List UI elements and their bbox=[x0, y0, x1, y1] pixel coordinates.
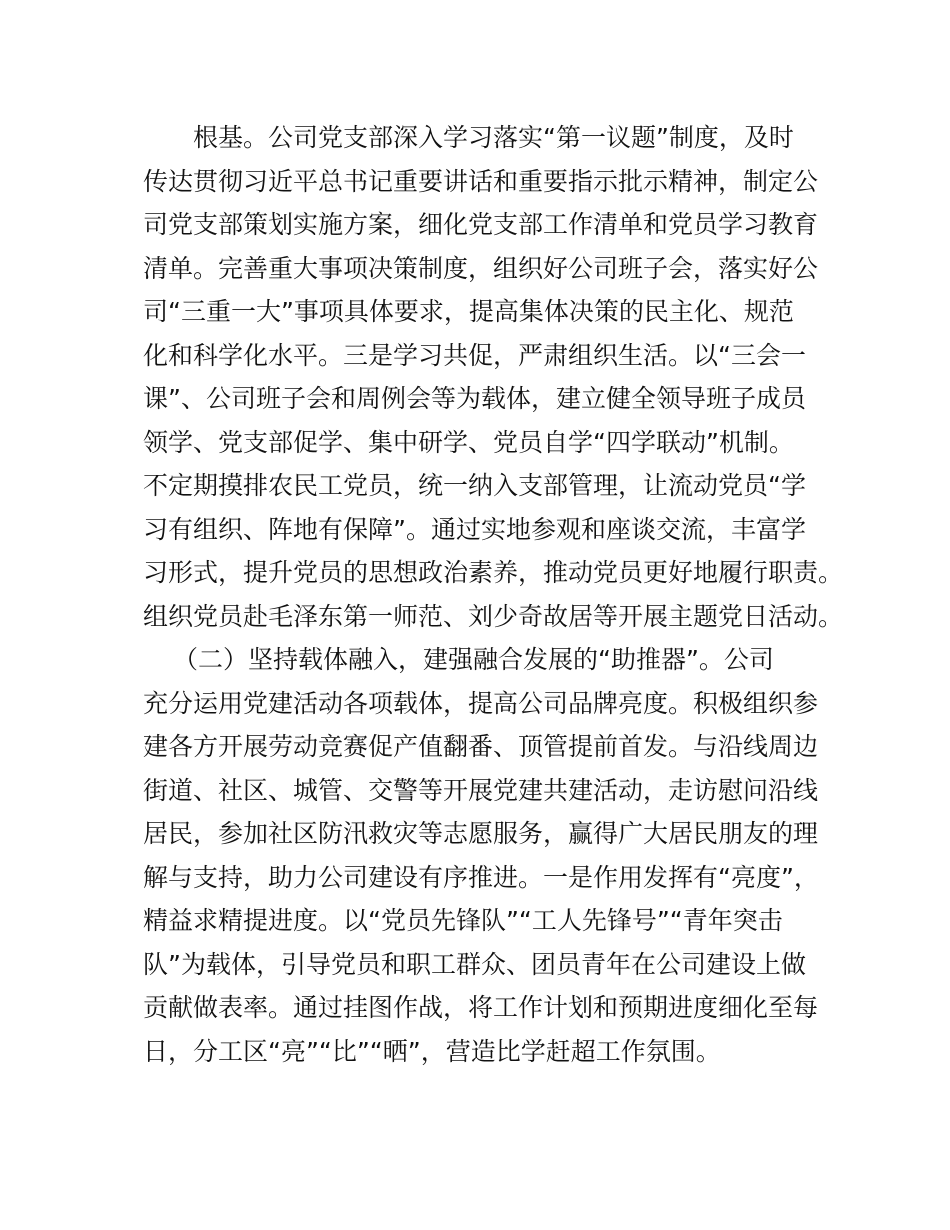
paragraph-line: 清单。完善重大事项决策制度，组织好公司班子会，落实好公 bbox=[143, 253, 819, 283]
paragraph-1 bbox=[143, 116, 843, 638]
paragraph-line: 日，分工区“亮”“比”“晒”，营造比学赶超工作氛围。 bbox=[143, 1036, 721, 1066]
paragraph-line: 组织党员赴毛泽东第一师范、刘少奇故居等开展主题党日活动。 bbox=[143, 601, 844, 631]
paragraph-line: 习形式，提升党员的思想政治素养，推动党员更好地履行职责。 bbox=[143, 558, 844, 587]
paragraph-line: 传达贯彻习近平总书记重要讲话和重要指示批示精神，制定公 bbox=[143, 166, 819, 196]
paragraph-line: 司“三重一大”事项具体要求，提高集体决策的民主化、规范 bbox=[143, 297, 794, 326]
paragraph-line: 根基。公司党支部深入学习落实“第一议题”制度，及时 bbox=[193, 123, 794, 152]
paragraph-line: 建各方开展劳动竞赛促产值翻番、顶管提前首发。与沿线周边 bbox=[143, 732, 819, 761]
paragraph-line: 化和科学化水平。三是学习共促，严肃组织生活。以“三会一 bbox=[143, 340, 806, 370]
paragraph-2 bbox=[143, 638, 843, 1073]
paragraph-line: 充分运用党建活动各项载体，提高公司品牌亮度。积极组织参 bbox=[143, 688, 819, 718]
document-body bbox=[143, 116, 843, 1073]
paragraph-line: 贡献做表率。通过挂图作战，将工作计划和预期进度细化至每 bbox=[143, 993, 819, 1022]
paragraph-line: 习有组织、阵地有保障”。通过实地参观和座谈交流，丰富学 bbox=[143, 514, 806, 544]
paragraph-line: 精益求精提进度。以“党员先锋队”“工人先锋号”“青年突击 bbox=[143, 906, 783, 935]
paragraph-line: 居民，参加社区防汛救灾等志愿服务，赢得广大居民朋友的理 bbox=[143, 819, 819, 848]
paragraph-line: 司党支部策划实施方案，细化党支部工作清单和党员学习教育 bbox=[143, 210, 819, 239]
paragraph-line: 队”为载体，引导党员和职工群众、团员青年在公司建设上做 bbox=[143, 949, 806, 979]
paragraph-line: （二）坚持载体融入，建强融合发展的“助推器”。公司 bbox=[173, 645, 774, 674]
paragraph-line: 课”、公司班子会和周例会等为载体，建立健全领导班子成员 bbox=[143, 384, 806, 413]
paragraph-line: 解与支持，助力公司建设有序推进。一是作用发挥有“亮度”， bbox=[143, 862, 819, 892]
paragraph-line: 不定期摸排农民工党员，统一纳入支部管理，让流动党员“学 bbox=[143, 471, 806, 500]
paragraph-line: 领学、党支部促学、集中研学、党员自学“四学联动”机制。 bbox=[143, 427, 794, 457]
paragraph-line: 街道、社区、城管、交警等开展党建共建活动，走访慰问沿线 bbox=[143, 775, 819, 805]
